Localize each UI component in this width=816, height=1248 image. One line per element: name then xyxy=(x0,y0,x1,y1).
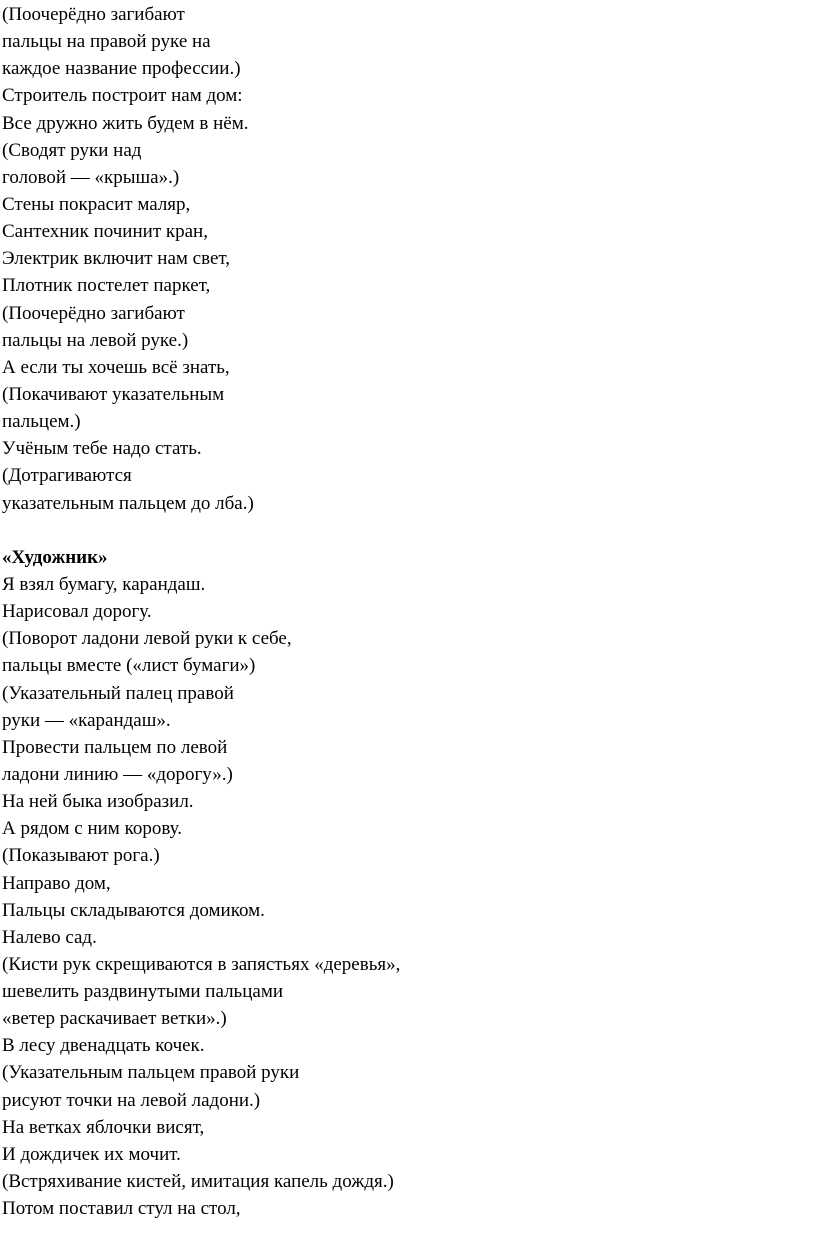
text-line: (Поочерёдно загибают xyxy=(2,4,185,25)
text-line: На ветках яблочки висят, xyxy=(2,1116,205,1138)
text-line: Налево сад. xyxy=(2,926,97,948)
text-line: головой — «крыша».) xyxy=(2,166,180,188)
text-line: Я взял бумагу, карандаш. xyxy=(2,573,206,595)
text-line: (Встряхивание кистей, имитация капель дождя.) xyxy=(2,1171,394,1193)
text-line: Направо дом, xyxy=(2,872,111,894)
text-line: пальцем.) xyxy=(2,411,81,433)
text-line: пальцы на левой руке.) xyxy=(2,329,189,351)
text-line: А если ты хочешь всё знать, xyxy=(2,356,230,378)
text-line: ладони линию — «дорогу».) xyxy=(2,763,233,785)
text-line: (Кисти рук скрещиваются в запястьях «деревья», xyxy=(2,953,401,975)
text-line: (Показывают рога.) xyxy=(2,845,160,867)
text-line: И дождичек их мочит. xyxy=(2,1143,181,1165)
text-line: (Дотрагиваются xyxy=(2,465,132,487)
poem-professions xyxy=(2,1,400,517)
text-line: (Указательным пальцем правой руки xyxy=(2,1062,300,1084)
text-line: А рядом с ним корову. xyxy=(2,818,183,840)
document-text xyxy=(2,1,400,1222)
text-line: Сантехник починит кран, xyxy=(2,221,208,243)
section-heading: «Художник» xyxy=(2,546,108,568)
text-line: рисуют точки на левой ладони.) xyxy=(2,1089,261,1111)
text-line: каждое название профессии.) xyxy=(2,58,241,80)
text-line: (Поочерёдно загибают xyxy=(2,302,185,324)
text-line: Плотник постелет паркет, xyxy=(2,275,211,297)
text-line: указательным пальцем до лба.) xyxy=(2,492,254,514)
text-line: Потом поставил стул на стол, xyxy=(2,1198,241,1220)
text-line: руки — «карандаш». xyxy=(2,709,171,731)
text-line: Электрик включит нам свет, xyxy=(2,248,231,270)
text-line: (Сводят руки над xyxy=(2,139,142,161)
text-line: Пальцы складываются домиком. xyxy=(2,899,265,921)
text-line: пальцы на правой руке на xyxy=(2,31,211,53)
text-line: Все дружно жить будем в нём. xyxy=(2,112,249,134)
text-line: На ней быка изобразил. xyxy=(2,791,194,813)
text-line: Нарисовал дорогу. xyxy=(2,601,152,623)
text-line: Стены покрасит маляр, xyxy=(2,193,191,215)
text-line: (Указательный палец правой xyxy=(2,682,234,704)
text-line: (Покачивают указательным xyxy=(2,383,225,405)
text-line: В лесу двенадцать кочек. xyxy=(2,1035,205,1057)
text-line: Строитель построит нам дом: xyxy=(2,85,243,107)
text-line: Учёным тебе надо стать. xyxy=(2,438,202,460)
text-line: Провести пальцем по левой xyxy=(2,736,228,758)
text-line: «ветер раскачивает ветки».) xyxy=(2,1008,227,1030)
blank-line xyxy=(2,517,400,544)
text-line: (Поворот ладони левой руки к себе, xyxy=(2,628,292,650)
text-line: пальцы вместе («лист бумаги») xyxy=(2,655,256,677)
text-line: шевелить раздвинутыми пальцами xyxy=(2,981,284,1003)
poem-artist xyxy=(2,571,400,1222)
